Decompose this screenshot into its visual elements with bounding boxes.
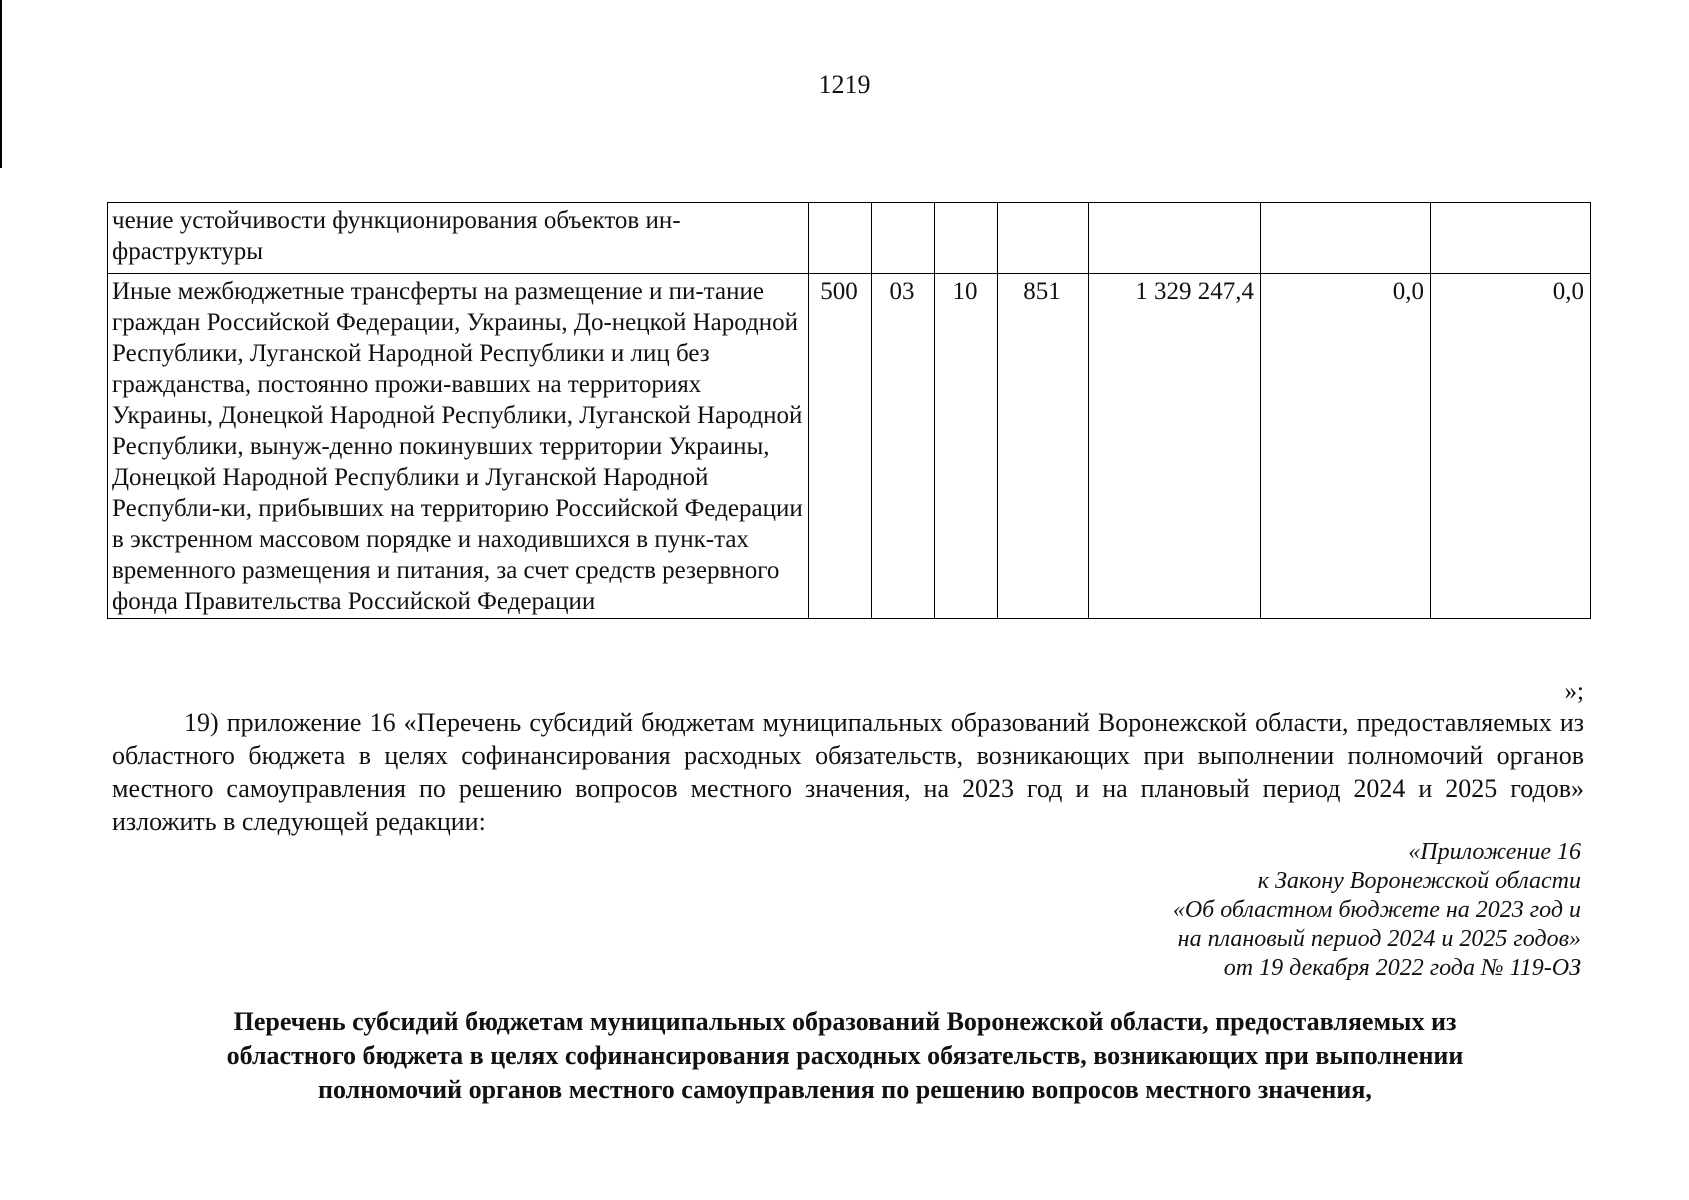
cell-subsection-code: [935, 203, 998, 274]
appendix-ref-line: «Об областном бюджете на 2023 год и: [1172, 897, 1581, 923]
table-row: [108, 274, 1591, 619]
cell-amount-2024: [1261, 203, 1431, 274]
row-description: Иные межбюджетные трансферты на размещение и пи-тание граждан Российской Федерации, Украины, До-нецкой Народной Республики, Луганской Народной Республики и лиц без гражданства, постоянно прожи-вавших на территориях Украины, Донецкой Народной Республики, Луганской Народной Республики, вынуж-денно покинувших территории Украины, Донецкой Народной Республики и Луганской Народной Республи-ки, прибывших на территорию Российской Федерации в экстренном массовом порядке и находившихся в пунк-тах временного размещения и питания, за счет средств резервного фонда Правительства Российской Федерации: [108, 274, 809, 619]
cell-section-code: 03: [872, 274, 935, 619]
appendix-ref-line: «Приложение 16: [1408, 839, 1581, 865]
title-line: Перечень субсидий бюджетам муниципальных образований Воронежской области, предоставляемых из: [233, 1007, 1457, 1036]
appendix-ref-line: на плановый период 2024 и 2025 годов»: [1177, 926, 1581, 952]
appendix-ref-line: от 19 декабря 2022 года № 119-ОЗ: [1223, 955, 1581, 981]
page-number: 1219: [818, 70, 871, 99]
cell-subsection-code: 10: [935, 274, 998, 619]
document-title: [130, 1005, 1560, 1107]
cell-section-code: [872, 203, 935, 274]
appendix-ref-line: к Закону Воронежской области: [1257, 868, 1581, 894]
closing-quote-mark: »;: [1564, 678, 1584, 705]
budget-table: [107, 202, 1591, 619]
cell-amount-2023: [1089, 203, 1261, 274]
cell-ved-code: 500: [809, 274, 872, 619]
table-row: [108, 203, 1591, 274]
appendix-reference: [881, 838, 1581, 983]
title-line: областного бюджета в целях софинансирования расходных обязательств, возникающих при выполнении: [226, 1041, 1464, 1070]
cell-expense-type: 851: [998, 274, 1089, 619]
cell-amount-2025: 0,0: [1431, 274, 1591, 619]
title-line: полномочий органов местного самоуправления по решению вопросов местного значения,: [318, 1075, 1372, 1104]
cell-amount-2025: [1431, 203, 1591, 274]
paragraph-text: 19) приложение 16 «Перечень субсидий бюджетам муниципальных образований Воронежской области, предоставляемых из областного бюджета в целях софинансирования расходных обязательств, возникающих при выполнении полномочий органов местного самоуправления по решению вопросов местного значения, на 2023 год и на плановый период 2024 и 2025 годов» изложить в следующей редакции:: [112, 708, 1584, 836]
cell-ved-code: [809, 203, 872, 274]
row-description: чение устойчивости функционирования объектов ин-фраструктуры: [108, 203, 809, 274]
cell-expense-type: [998, 203, 1089, 274]
cell-amount-2023: 1 329 247,4: [1089, 274, 1261, 619]
cell-amount-2024: 0,0: [1261, 274, 1431, 619]
amendment-paragraph: [112, 706, 1584, 838]
